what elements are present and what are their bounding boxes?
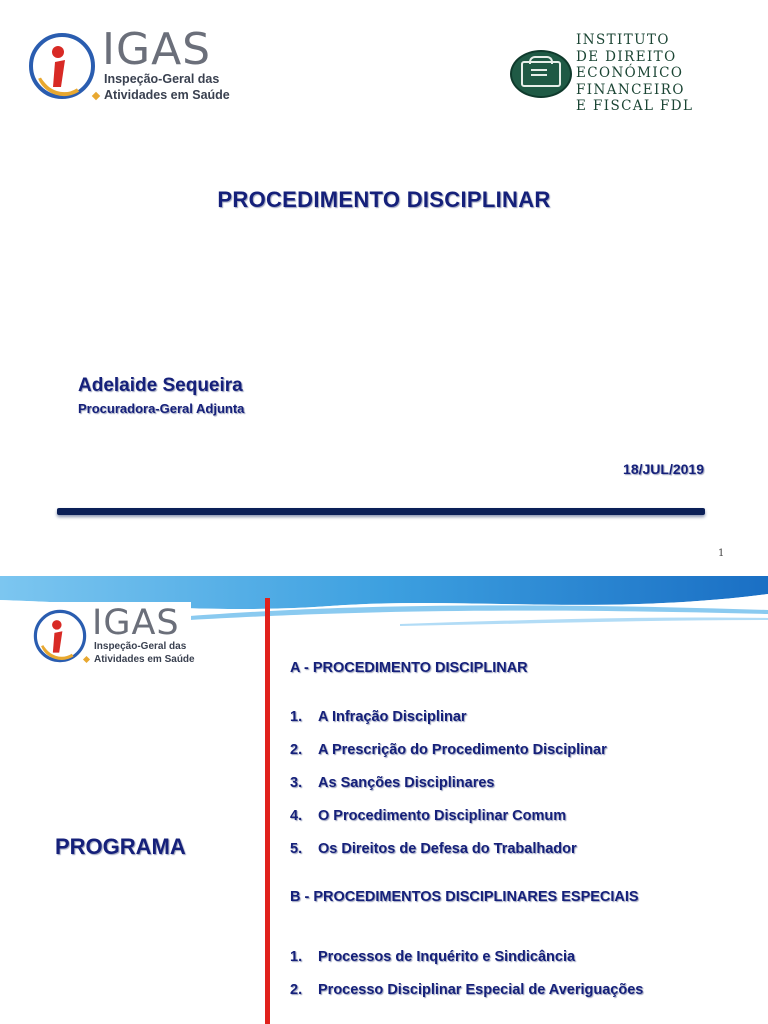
section-b-heading: B - PROCEDIMENTOS DISCIPLINARES ESPECIAIS xyxy=(290,889,639,905)
list-item: 4. O Procedimento Disciplinar Comum xyxy=(290,808,567,824)
ideff-logo xyxy=(478,0,768,145)
igas-subtitle-line2: Atividades em Saúde xyxy=(93,88,230,104)
page-number: 1 xyxy=(718,548,725,559)
list-item: 1. A Infração Disciplinar xyxy=(290,709,467,725)
presentation-date: 18/JUL/2019 xyxy=(623,461,704,477)
igas-name: IGAS xyxy=(102,24,212,75)
slide-2 xyxy=(0,576,768,1024)
igas-logo xyxy=(33,603,195,666)
list-item: 5. Os Direitos de Defesa do Trabalhador xyxy=(290,841,577,857)
igas-subtitle-line1: Inspeção-Geral das xyxy=(94,641,187,652)
igas-name: IGAS xyxy=(92,603,180,643)
list-item: 2. A Prescrição do Procedimento Disciplinar xyxy=(290,742,607,758)
slide-title: PROCEDIMENTO DISCIPLINAR xyxy=(217,187,551,212)
author-role: Procuradora-Geral Adjunta xyxy=(78,401,245,416)
ideff-text: INSTITUTO DE DIREITO ECONÓMICO FINANCEIRO E FISCAL FDL xyxy=(576,32,694,114)
author-name: Adelaide Sequeira xyxy=(78,375,243,396)
program-label: PROGRAMA xyxy=(55,834,186,859)
red-divider xyxy=(265,598,270,1024)
igas-subtitle-line2: Atividades em Saúde xyxy=(84,654,195,667)
igas-logo xyxy=(28,24,230,103)
ideff-seal-icon xyxy=(510,50,572,98)
list-item: 3. As Sanções Disciplinares xyxy=(290,775,495,791)
section-a-heading: A - PROCEDIMENTO DISCIPLINAR xyxy=(290,660,528,676)
diamond-icon xyxy=(92,91,100,99)
igas-emblem-icon xyxy=(28,32,96,100)
igas-subtitle-line1: Inspeção-Geral das xyxy=(104,72,220,86)
diamond-icon xyxy=(83,655,90,662)
list-item: 2. Processo Disciplinar Especial de Averiguações xyxy=(290,982,644,998)
igas-emblem-icon xyxy=(33,609,87,663)
divider-rule xyxy=(57,508,705,515)
list-item: 1. Processos de Inquérito e Sindicância xyxy=(290,949,576,965)
